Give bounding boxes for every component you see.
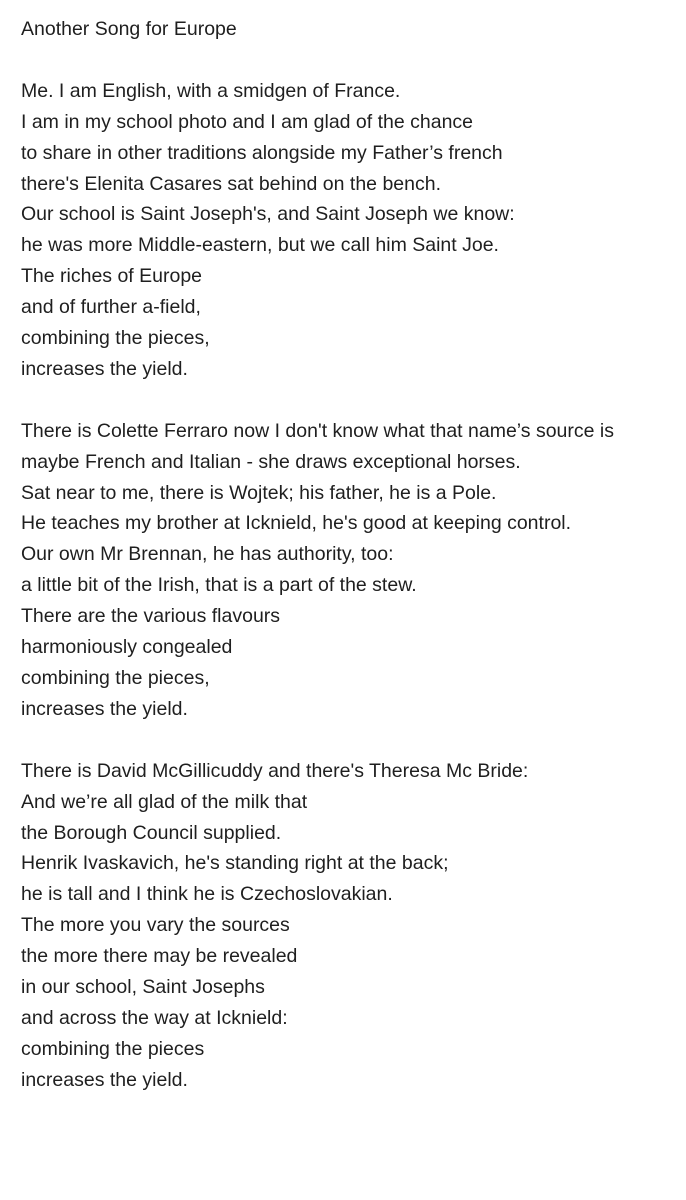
poem-line: The more you vary the sources — [21, 914, 290, 937]
poem-line: Me. I am English, with a smidgen of France. — [21, 79, 401, 102]
poem-line: and of further a-field, — [21, 296, 201, 319]
stanza-2 — [21, 416, 686, 725]
poem-line: There is Colette Ferraro now I don't know what that name’s source is — [21, 419, 614, 442]
poem-line: increases the yield. — [21, 697, 188, 720]
poem-line: increases the yield. — [21, 357, 188, 380]
poem-line: He teaches my brother at Icknield, he's good at keeping control. — [21, 512, 572, 535]
poem-line: a little bit of the Irish, that is a part of the stew. — [21, 574, 417, 597]
poem-line: to share in other traditions alongside my Father’s french — [21, 141, 503, 164]
poem-line: There is David McGillicuddy and there's Theresa Mc Bride: — [21, 759, 529, 782]
poem-line: Our own Mr Brennan, he has authority, too: — [21, 543, 394, 566]
poem-line: combining the pieces, — [21, 667, 210, 689]
poem-line: I am in my school photo and I am glad of the chance — [21, 110, 474, 133]
poem-line: Sat near to me, there is Wojtek; his father, he is a Pole. — [21, 481, 497, 504]
poem-line: in our school, Saint Josephs — [21, 976, 265, 999]
poem-line: There are the various flavours — [21, 605, 281, 628]
poem-line: maybe French and Italian - she draws exceptional horses. — [21, 450, 521, 473]
poem-document — [21, 14, 686, 1096]
poem-title: Another Song for Europe — [21, 18, 237, 40]
stanza-3 — [21, 756, 686, 1096]
poem-line: and across the way at Icknield: — [21, 1006, 288, 1029]
poem-line: harmoniously congealed — [21, 636, 233, 659]
poem-line: combining the pieces, — [21, 327, 210, 350]
poem-line: Our school is Saint Joseph's, and Saint Joseph we know: — [21, 203, 515, 226]
poem-line: The riches of Europe — [21, 265, 203, 288]
poem-line: Henrik Ivaskavich, he's standing right at the back; — [21, 852, 449, 875]
poem-line: combining the pieces — [21, 1037, 205, 1060]
poem-line: he is tall and I think he is Czechoslovakian. — [21, 883, 393, 906]
stanza-1 — [21, 76, 686, 385]
poem-line: there's Elenita Casares sat behind on the bench. — [21, 172, 441, 195]
poem-line: the Borough Council supplied. — [21, 821, 282, 844]
poem-line: increases the yield. — [21, 1068, 188, 1091]
poem-line: the more there may be revealed — [21, 945, 298, 968]
poem-line: he was more Middle-eastern, but we call him Saint Joe. — [21, 234, 499, 257]
poem-line: And we’re all glad of the milk that — [21, 790, 308, 813]
